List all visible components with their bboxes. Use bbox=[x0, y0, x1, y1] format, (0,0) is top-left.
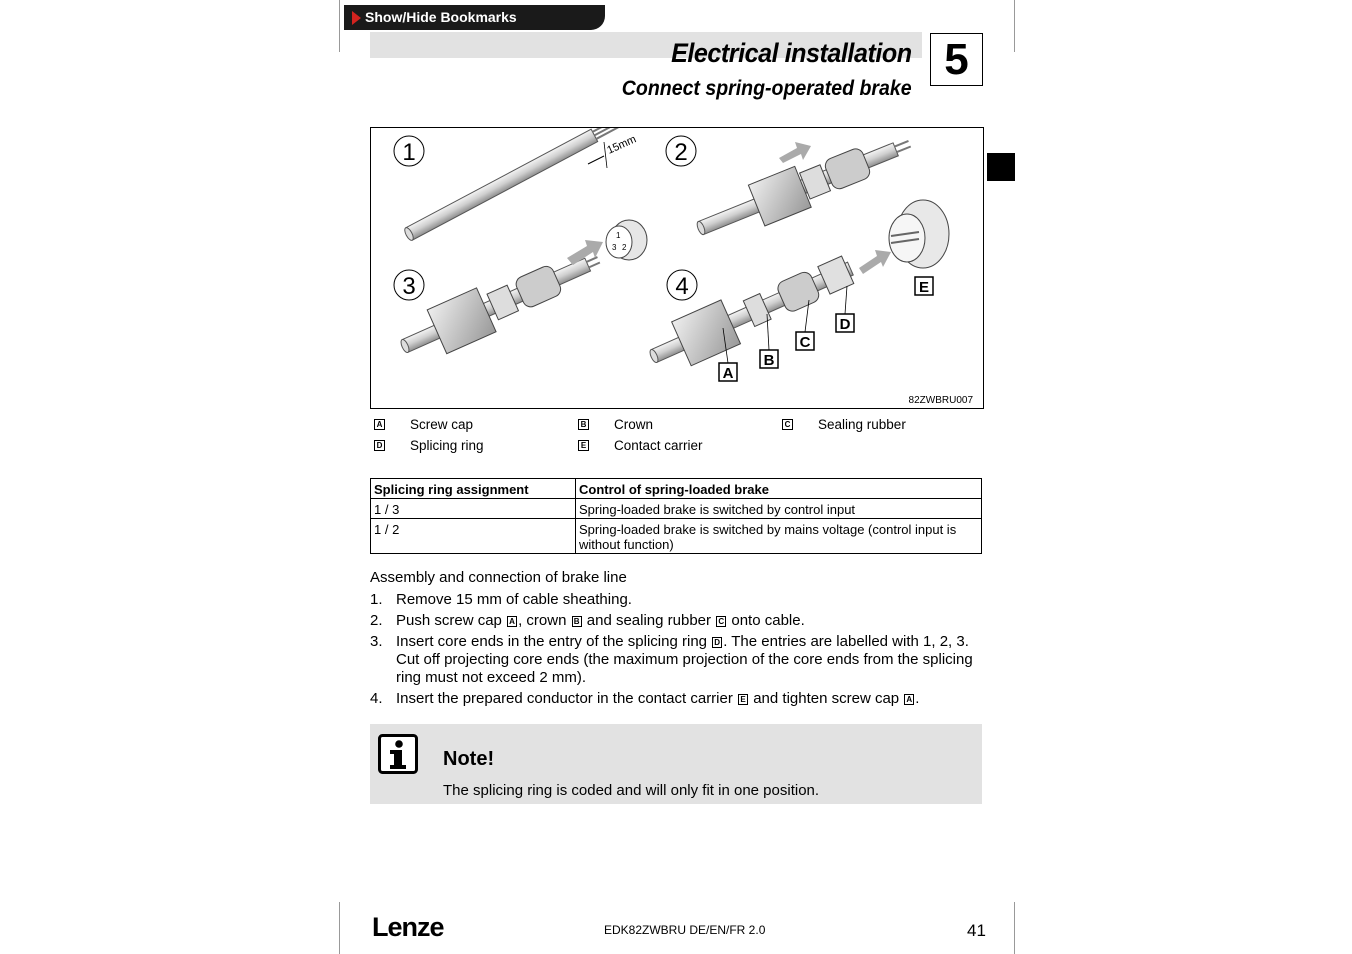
step-number-4 bbox=[667, 270, 697, 300]
step-number-2 bbox=[666, 136, 696, 166]
table-cell: Spring-loaded brake is switched by control input bbox=[576, 499, 982, 519]
assembly-figure bbox=[370, 127, 984, 409]
page-number: 41 bbox=[967, 921, 986, 940]
table-row bbox=[371, 499, 982, 519]
cable-drawing-3 bbox=[392, 238, 608, 369]
step-number: 2. bbox=[370, 612, 383, 629]
table-cell: 1 / 2 bbox=[371, 519, 576, 554]
legend-key: B bbox=[578, 419, 589, 430]
step-number: 1. bbox=[370, 591, 383, 608]
splicing-ring-table bbox=[370, 478, 982, 554]
step-text: Insert core ends in the entry of the splicing ring bbox=[396, 633, 708, 650]
play-arrow-icon bbox=[352, 11, 361, 25]
note-box bbox=[370, 724, 982, 804]
legend-key: E bbox=[578, 440, 589, 451]
svg-text:C: C bbox=[799, 334, 811, 351]
instructions-heading: Assembly and connection of brake line bbox=[370, 569, 627, 586]
table-header: Splicing ring assignment bbox=[371, 479, 576, 499]
figure-code: 82ZWBRU007 bbox=[908, 395, 973, 406]
chapter-number: 5 bbox=[930, 33, 983, 86]
svg-text:2: 2 bbox=[674, 139, 688, 166]
part-key: E bbox=[738, 694, 748, 705]
page-subtitle: Connect spring-operated brake bbox=[622, 77, 912, 100]
svg-text:2: 2 bbox=[622, 243, 627, 252]
svg-text:1: 1 bbox=[616, 231, 621, 240]
svg-text:3: 3 bbox=[402, 273, 416, 300]
svg-text:D: D bbox=[839, 316, 851, 333]
note-title: Note! bbox=[443, 748, 495, 770]
svg-text:A: A bbox=[722, 365, 734, 382]
part-label-c bbox=[796, 332, 814, 351]
svg-text:4: 4 bbox=[675, 273, 689, 300]
step-text: onto cable. bbox=[731, 612, 805, 629]
chapter-tab-marker bbox=[987, 153, 1015, 181]
part-key: C bbox=[716, 616, 726, 627]
part-key: A bbox=[507, 616, 517, 627]
part-key: D bbox=[712, 637, 722, 648]
step-number-1 bbox=[394, 136, 424, 166]
info-icon bbox=[378, 734, 418, 774]
svg-text:3: 3 bbox=[612, 243, 617, 252]
legend-text: Contact carrier bbox=[614, 438, 703, 453]
step-text: , crown bbox=[518, 612, 567, 629]
dimension-label: 15mm bbox=[605, 133, 639, 157]
part-label-b bbox=[760, 350, 778, 369]
step-text: Push screw cap bbox=[396, 612, 502, 629]
part-key: A bbox=[904, 694, 914, 705]
instructions-list bbox=[370, 591, 990, 711]
part-label-a bbox=[719, 363, 737, 382]
table-header-row bbox=[371, 479, 982, 499]
page-title: Electrical installation bbox=[671, 38, 912, 68]
show-hide-bookmarks-button[interactable] bbox=[344, 5, 605, 30]
step-text: and tighten screw cap bbox=[753, 690, 900, 707]
figure-legend bbox=[370, 415, 982, 459]
list-item bbox=[370, 591, 990, 609]
table-cell: Spring-loaded brake is switched by mains voltage (control input is without function) bbox=[576, 519, 982, 554]
step-text: and sealing rubber bbox=[586, 612, 712, 629]
svg-text:1: 1 bbox=[402, 139, 416, 166]
legend-key: C bbox=[782, 419, 793, 430]
legend-text: Sealing rubber bbox=[818, 417, 906, 432]
list-item bbox=[370, 690, 990, 708]
legend-key: D bbox=[374, 440, 385, 451]
bookmarks-button-label: Show/Hide Bookmarks bbox=[365, 9, 517, 25]
legend-text: Screw cap bbox=[410, 417, 474, 432]
part-key: B bbox=[572, 616, 582, 627]
part-label-e bbox=[915, 277, 933, 296]
part-label-d bbox=[836, 314, 854, 333]
step-number: 4. bbox=[370, 690, 383, 707]
table-row bbox=[371, 519, 982, 554]
document-id: EDK82ZWBRU DE/EN/FR 2.0 bbox=[604, 923, 766, 937]
cable-drawing-2 bbox=[690, 128, 918, 250]
splicing-ring-drawing bbox=[606, 220, 647, 260]
list-item bbox=[370, 633, 990, 687]
table-header: Control of spring-loaded brake bbox=[576, 479, 982, 499]
list-item bbox=[370, 612, 990, 630]
step-number-3 bbox=[394, 270, 424, 300]
step-text: Remove 15 mm of cable sheathing. bbox=[396, 591, 632, 608]
cable-drawing-1 bbox=[403, 128, 638, 242]
step-text: Insert the prepared conductor in the contact carrier bbox=[396, 690, 733, 707]
legend-text: Crown bbox=[614, 417, 654, 432]
svg-text:B: B bbox=[763, 352, 775, 369]
assembly-illustration bbox=[371, 128, 983, 408]
legend-key: A bbox=[374, 419, 385, 430]
step-text: . The entries are labelled with 1, 2, 3. Cut off projecting core ends (the maximum projection of the core ends from the splicing ring must not exceed 2 mm). bbox=[396, 633, 973, 686]
legend-text: Splicing ring bbox=[410, 438, 484, 453]
lenze-logo: Lenze bbox=[372, 912, 444, 942]
step-text: . bbox=[915, 690, 920, 707]
step-number: 3. bbox=[370, 633, 383, 650]
svg-text:E: E bbox=[918, 279, 930, 296]
note-text: The splicing ring is coded and will only fit in one position. bbox=[443, 782, 820, 799]
table-cell: 1 / 3 bbox=[371, 499, 576, 519]
